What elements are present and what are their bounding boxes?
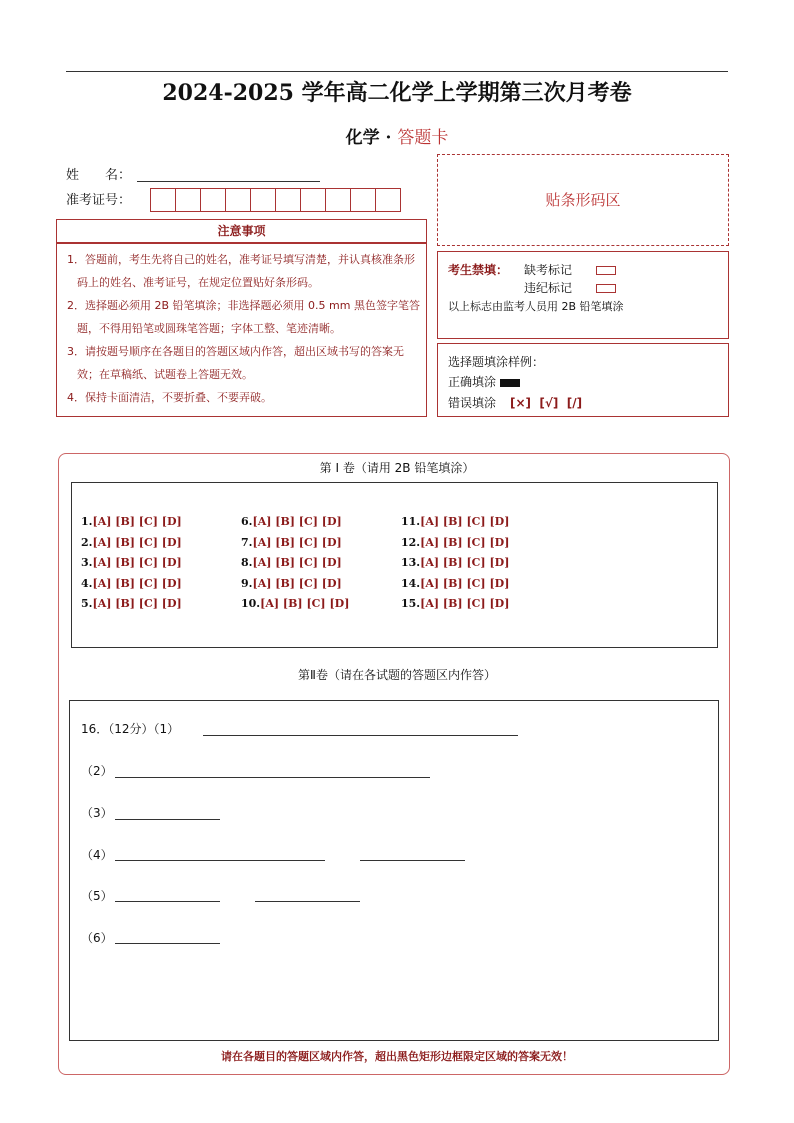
barcode-area	[437, 154, 729, 246]
id-cell[interactable]	[225, 188, 251, 212]
note-item: 1．答题前，考生先将自己的姓名，准考证号填写清楚，并认真核准条形码上的姓名、准考证号，在规定位置贴好条形码。	[67, 253, 415, 289]
answer-line[interactable]	[115, 943, 220, 944]
fill-example-box	[437, 343, 729, 417]
violation-label: 违纪标记	[524, 281, 573, 295]
multiple-choice-box	[71, 482, 718, 648]
id-cell[interactable]	[375, 188, 401, 212]
example-heading: 选择题填涂样例：	[448, 355, 545, 369]
note-item: 3．请按题号顺序在各题目的答题区域内作答，超出区域书写的答案无效；在草稿纸、试题卷上答题无效。	[67, 345, 404, 381]
section2-title: 第Ⅱ卷（请在各试题的答题区内作答）	[298, 668, 496, 682]
id-cell[interactable]	[300, 188, 326, 212]
choice-options[interactable]: [A] [B] [C] [D]	[420, 536, 510, 549]
choice-options[interactable]: [A] [B] [C] [D]	[252, 556, 342, 569]
id-cell[interactable]	[250, 188, 276, 212]
choice-options[interactable]: [A] [B] [C] [D]	[252, 577, 342, 590]
filled-mark	[500, 379, 520, 387]
choice-options[interactable]: [A] [B] [C] [D]	[252, 515, 342, 528]
choice-question[interactable]	[401, 556, 509, 569]
part-label: （5）	[81, 889, 113, 903]
forbid-note: 以上标志由监考人员用 2B 铅笔填涂	[448, 300, 624, 313]
choice-question[interactable]	[401, 515, 509, 528]
choice-question[interactable]	[81, 556, 182, 569]
choice-question[interactable]	[81, 597, 182, 610]
exam-forbid-box	[437, 251, 729, 339]
name-field[interactable]	[137, 181, 320, 182]
id-cell[interactable]	[325, 188, 351, 212]
choice-question[interactable]	[401, 577, 509, 590]
question-number: 14.	[401, 577, 421, 590]
question-number: 3.	[81, 556, 93, 569]
free-answer-box	[69, 700, 719, 1041]
absent-mark-row	[524, 261, 616, 278]
question-number: 4.	[81, 577, 93, 590]
name-label: 姓 名：	[66, 168, 132, 183]
choice-options[interactable]: [A] [B] [C] [D]	[92, 515, 182, 528]
choice-options[interactable]: [A] [B] [C] [D]	[420, 515, 510, 528]
choice-options[interactable]: [A] [B] [C] [D]	[260, 597, 350, 610]
subject-label: 化学 ·	[345, 128, 398, 148]
answer-line[interactable]	[115, 860, 325, 861]
forbid-label: 考生禁填：	[448, 263, 509, 277]
choice-question[interactable]	[81, 577, 182, 590]
wrong-marks: [×] [√] [/]	[510, 396, 583, 410]
question-number: 7.	[241, 536, 253, 549]
correct-row	[448, 373, 520, 390]
id-cell[interactable]	[350, 188, 376, 212]
choice-options[interactable]: [A] [B] [C] [D]	[420, 577, 510, 590]
barcode-label: 贴条形码区	[545, 191, 621, 209]
violation-mark-row	[524, 279, 616, 296]
choice-question[interactable]	[241, 577, 342, 590]
choice-options[interactable]: [A] [B] [C] [D]	[92, 597, 182, 610]
choice-question[interactable]	[241, 597, 349, 610]
correct-label: 正确填涂	[448, 375, 497, 389]
question-number: 8.	[241, 556, 253, 569]
answer-line[interactable]	[360, 860, 465, 861]
q16-label: 16．（12分）（1）	[81, 722, 180, 736]
notes-box	[56, 243, 427, 417]
part-label: （4）	[81, 848, 113, 862]
id-cell[interactable]	[150, 188, 176, 212]
part-label: （6）	[81, 931, 113, 945]
answer-line[interactable]	[115, 901, 220, 902]
question-number: 9.	[241, 577, 253, 590]
choice-question[interactable]	[241, 536, 342, 549]
choice-options[interactable]: [A] [B] [C] [D]	[252, 536, 342, 549]
answer-line[interactable]	[203, 735, 518, 736]
question-number: 12.	[401, 536, 421, 549]
id-number-cells[interactable]	[151, 188, 401, 212]
answer-line[interactable]	[255, 901, 360, 902]
question-number: 11.	[401, 515, 421, 528]
top-rule	[66, 71, 728, 72]
note-item: 2．选择题必须用 2B 铅笔填涂；非选择题必须用 0.5 mm 黑色签字笔答题，不得用铅笔或圆珠笔答题；字体工整、笔迹清晰。	[67, 299, 420, 335]
question-number: 5.	[81, 597, 93, 610]
absent-label: 缺考标记	[524, 263, 573, 277]
id-cell[interactable]	[200, 188, 226, 212]
id-cell[interactable]	[275, 188, 301, 212]
answer-line[interactable]	[115, 819, 220, 820]
wrong-row	[448, 394, 582, 411]
footer-warning: 请在各题目的答题区域内作答，超出黑色矩形边框限定区域的答案无效！	[221, 1050, 573, 1063]
part-label: （3）	[81, 806, 113, 820]
choice-options[interactable]: [A] [B] [C] [D]	[420, 597, 510, 610]
section1-title: 第 I 卷（请用 2B 铅笔填涂）	[319, 461, 475, 475]
choice-question[interactable]	[81, 515, 182, 528]
id-label: 准考证号：	[66, 193, 132, 208]
choice-question[interactable]	[81, 536, 182, 549]
choice-options[interactable]: [A] [B] [C] [D]	[92, 556, 182, 569]
card-label: 答题卡	[397, 128, 449, 148]
answer-line[interactable]	[115, 777, 430, 778]
question-number: 15.	[401, 597, 421, 610]
page-subtitle	[0, 123, 794, 148]
question-number: 6.	[241, 515, 253, 528]
absent-mark-box[interactable]	[596, 266, 616, 275]
choice-question[interactable]	[401, 597, 509, 610]
part-label: （2）	[81, 764, 113, 778]
choice-question[interactable]	[241, 556, 342, 569]
notes-heading: 注意事项	[56, 219, 427, 243]
question-number: 1.	[81, 515, 93, 528]
choice-options[interactable]: [A] [B] [C] [D]	[420, 556, 510, 569]
choice-question[interactable]	[401, 536, 509, 549]
id-cell[interactable]	[175, 188, 201, 212]
note-item: 4．保持卡面清洁，不要折叠、不要弄破。	[67, 391, 272, 404]
question-number: 10.	[241, 597, 261, 610]
choice-options[interactable]: [A] [B] [C] [D]	[92, 577, 182, 590]
violation-mark-box[interactable]	[596, 284, 616, 293]
question-number: 13.	[401, 556, 421, 569]
choice-question[interactable]	[241, 515, 342, 528]
choice-options[interactable]: [A] [B] [C] [D]	[92, 536, 182, 549]
page-title: 2024-2025 学年高二化学上学期第三次月考卷	[162, 80, 632, 106]
wrong-label: 错误填涂	[448, 396, 497, 410]
question-number: 2.	[81, 536, 93, 549]
